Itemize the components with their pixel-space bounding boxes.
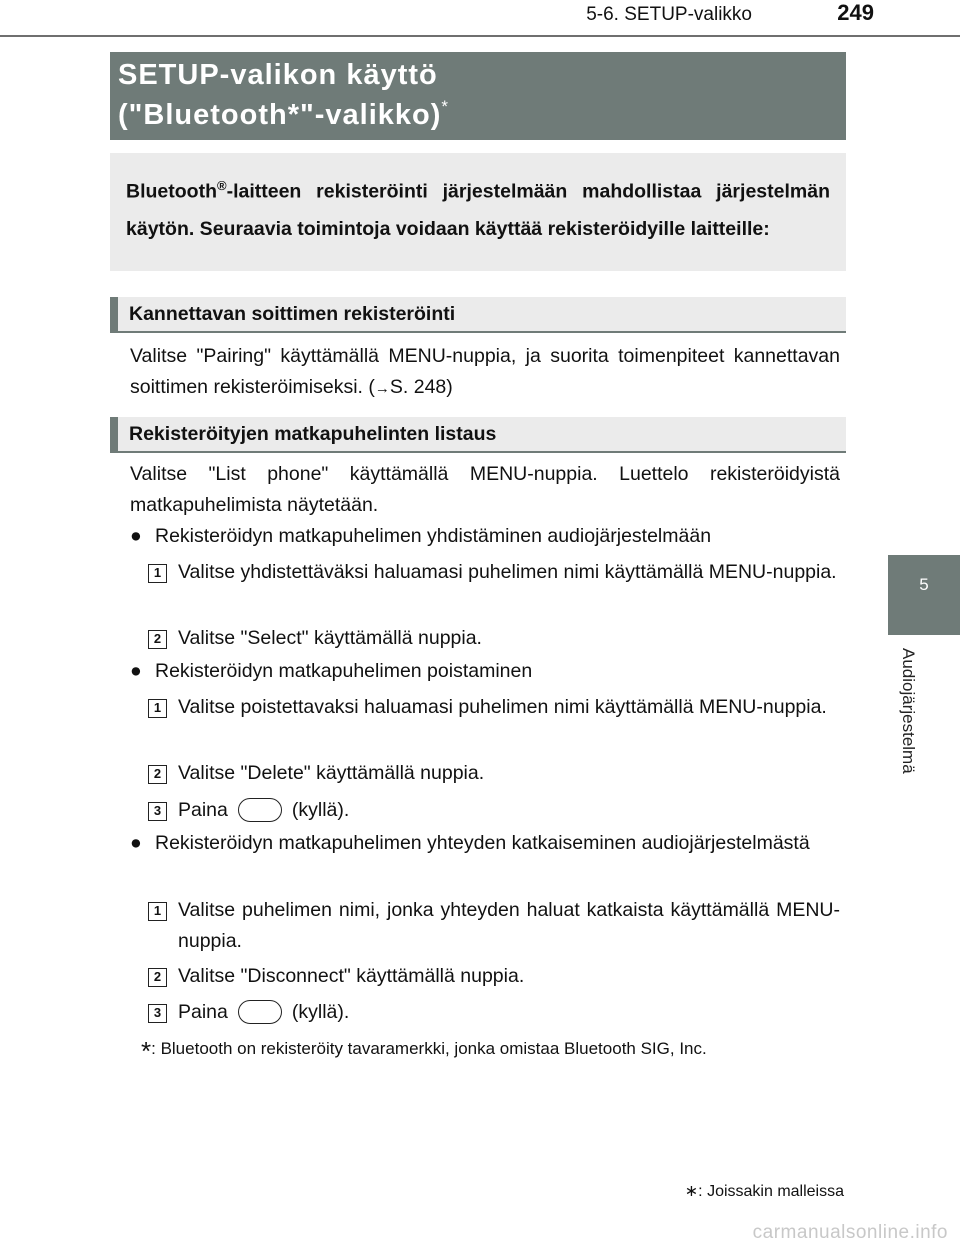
step-number: 2 (148, 968, 167, 987)
section-heading-list-phone (110, 417, 846, 453)
page-title (110, 52, 846, 140)
step-text: Valitse "Delete" käyttämällä nuppia. (178, 762, 485, 784)
pairing-text: Valitse "Pairing" käyttämällä MENU-nuppia, ja suorita toimenpiteet kannettavan soittimen rekisteröimiseksi. ( (130, 345, 840, 398)
group-title: Rekisteröidyn matkapuhelimen poistaminen (155, 660, 533, 682)
intro-text (126, 167, 830, 248)
group-title: Rekisteröidyn matkapuhelimen yhteyden katkaiseminen audiojärjestelmästä (155, 832, 810, 854)
step-number: 1 (148, 564, 167, 583)
title-line-1: SETUP-valikon käyttö (118, 59, 438, 91)
step-number: 3 (148, 1004, 167, 1023)
step-text-before: Paina (178, 799, 228, 821)
bullet-icon: ● (130, 525, 142, 547)
page-reference[interactable]: S. 248) (389, 376, 453, 398)
step-text: Valitse "Disconnect" käyttämällä nuppia. (178, 965, 525, 987)
step-text (148, 997, 840, 1028)
step-item (148, 623, 840, 654)
step-item (148, 692, 840, 723)
model-note (685, 1181, 844, 1201)
step-item (148, 758, 840, 789)
header-rule (0, 35, 960, 37)
model-note-star: ∗ (684, 1183, 699, 1200)
step-text-after: (kyllä). (291, 799, 350, 821)
list-item (130, 521, 840, 552)
step-number: 3 (148, 802, 167, 821)
step-text: Valitse puhelimen nimi, jonka yhteyden haluat katkaista käyttämällä MENU-nuppia. (178, 899, 840, 952)
chapter-label (894, 648, 924, 798)
chapter-number: 5 (919, 575, 929, 594)
yes-button-icon (238, 798, 282, 822)
step-item (148, 997, 840, 1028)
trademark-footnote (141, 1036, 707, 1067)
step-text (148, 795, 840, 826)
step-text: Valitse poistettavaksi haluamasi puhelimen nimi käyttämällä MENU-nuppia. (178, 696, 827, 718)
step-item (148, 895, 840, 957)
bullet-icon: ● (130, 832, 142, 854)
footnote-text: : Bluetooth on rekisteröity tavaramerkki, jonka omistaa Bluetooth SIG, Inc. (151, 1039, 707, 1058)
arrow-icon: → (374, 380, 390, 397)
step-text: Valitse yhdistettäväksi haluamasi puhelimen nimi käyttämällä MENU-nuppia. (178, 561, 837, 583)
intro-box (110, 153, 846, 271)
step-text-after: (kyllä). (291, 1001, 350, 1023)
chapter-tab-rule (888, 633, 960, 635)
yes-button-icon (238, 1000, 282, 1024)
intro-lead: Bluetooth (126, 180, 217, 203)
list-phone-paragraph: Valitse "List phone" käyttämällä MENU-nuppia. Luettelo rekisteröidyistä matkapuhelimista näytetään. (130, 463, 840, 516)
watermark: carmanualsonline.info (752, 1222, 948, 1243)
section-heading-pairing (110, 297, 846, 333)
bullet-icon: ● (130, 660, 142, 682)
list-item (130, 828, 840, 859)
step-number: 1 (148, 902, 167, 921)
footnote-star: * (141, 1036, 152, 1066)
section-title: 5-6. SETUP-valikko (586, 4, 752, 25)
intro-rest: -laitteen rekisteröinti järjestelmään mahdollistaa järjestelmän käytön. Seuraavia toimintoja voidaan käyttää rekisteröidyille laitteille: (126, 180, 830, 240)
section-heading-pairing-text: Kannettavan soittimen rekisteröinti (129, 303, 456, 325)
list-item (130, 656, 840, 687)
model-note-text: : Joissakin malleissa (698, 1183, 844, 1200)
page-number: 249 (837, 0, 874, 25)
chapter-label-text: Audiojärjestelmä (899, 648, 918, 774)
step-text-before: Paina (178, 1001, 228, 1023)
registered-mark: ® (216, 178, 227, 193)
section-heading-list-phone-text: Rekisteröityjen matkapuhelinten listaus (129, 423, 497, 445)
pairing-paragraph (130, 341, 840, 404)
title-line-2 (118, 97, 449, 132)
step-text: Valitse "Select" käyttämällä nuppia. (178, 627, 482, 649)
step-number: 2 (148, 765, 167, 784)
step-item (148, 961, 840, 992)
group-title: Rekisteröidyn matkapuhelimen yhdistäminen audiojärjestelmään (155, 525, 712, 547)
step-number: 2 (148, 630, 167, 649)
step-item (148, 557, 840, 588)
title-marker: * (441, 97, 450, 116)
step-number: 1 (148, 699, 167, 718)
chapter-tab (888, 555, 960, 633)
step-item (148, 795, 840, 826)
title-line-2-text: ("Bluetooth*"-valikko) (118, 99, 442, 131)
page-header (0, 0, 960, 40)
